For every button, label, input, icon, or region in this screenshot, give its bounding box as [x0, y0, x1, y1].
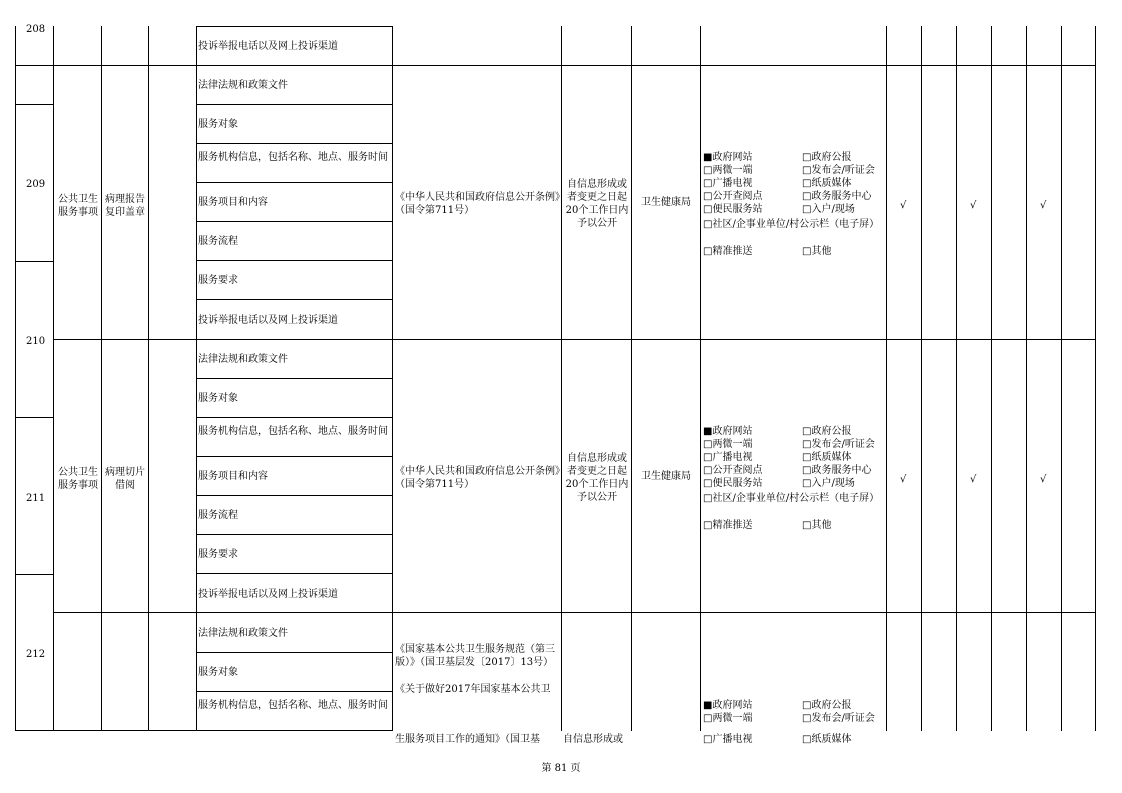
- channel-option: □发布会/听证会: [802, 165, 875, 176]
- channel-option: □发布会/听证会: [802, 713, 875, 724]
- disclosure-item: 服务对象: [198, 667, 238, 678]
- disclosure-item: 服务对象: [198, 119, 238, 130]
- channel-option: □公开查阅点: [703, 465, 763, 476]
- seq-number: 208: [26, 24, 46, 35]
- basis-cell: 《中华人民共和国政府信息公开条例》（国令第711号）: [395, 466, 560, 490]
- check-mark: √: [900, 200, 907, 211]
- time-limit-cell: 自信息形成或者变更之日起20个工作日内予以公开: [565, 453, 629, 503]
- channel-option: ■政府网站: [703, 426, 753, 437]
- channel-option: □社区/企事业单位/村公示栏（电子屏）: [703, 493, 880, 504]
- disclosure-item: 服务项目和内容: [198, 197, 268, 208]
- item-name-cell: 病理报告复印盖章: [105, 194, 145, 218]
- overflow-channel: □广播电视: [703, 734, 753, 745]
- channel-option: □精准推送: [703, 246, 753, 257]
- channel-option: ■政府网站: [703, 700, 753, 711]
- check-mark: √: [900, 474, 907, 485]
- channel-option: □入户/现场: [802, 478, 855, 489]
- basis-cell: 《关于做好2017年国家基本公共卫: [395, 684, 551, 695]
- channel-option: □便民服务站: [703, 204, 763, 215]
- channel-option: □广播电视: [703, 452, 753, 463]
- disclosure-item: 投诉举报电话以及网上投诉渠道: [198, 589, 338, 600]
- seq-number: 212: [26, 649, 46, 660]
- channel-option: □政府公报: [802, 152, 852, 163]
- item-name-cell: 病理切片借阅: [105, 467, 145, 491]
- channel-option: □政务服务中心: [802, 465, 872, 476]
- disclosure-item: 服务对象: [198, 393, 238, 404]
- channel-option: □便民服务站: [703, 478, 763, 489]
- channel-option: □公开查阅点: [703, 191, 763, 202]
- basis-cell: 《国家基本公共卫生服务规范（第三版）》（国卫基层发〔2017〕13号）: [395, 644, 555, 668]
- channel-option: □精准推送: [703, 520, 753, 531]
- check-mark: √: [970, 474, 977, 485]
- seq-number: 211: [26, 493, 46, 504]
- disclosure-item: 服务要求: [198, 275, 238, 286]
- disclosure-item: 服务机构信息，包括名称、地点、服务时间: [198, 152, 388, 163]
- time-limit-cell: 自信息形成或者变更之日起20个工作日内予以公开: [565, 179, 629, 229]
- seq-number: 210: [26, 336, 46, 347]
- disclosure-item: 服务项目和内容: [198, 471, 268, 482]
- check-mark: √: [970, 200, 977, 211]
- basis-cell: 《中华人民共和国政府信息公开条例》（国令第711号）: [395, 192, 560, 216]
- page-number: 第 81 页: [541, 763, 581, 774]
- disclosure-item: 服务流程: [198, 510, 238, 521]
- disclosure-item: 服务机构信息，包括名称、地点、服务时间: [198, 426, 388, 437]
- channel-option: □其他: [802, 520, 832, 531]
- check-mark: √: [1040, 474, 1047, 485]
- category-cell: 公共卫生服务事项: [58, 194, 98, 218]
- channel-option: □广播电视: [703, 178, 753, 189]
- disclosure-item: 服务流程: [198, 236, 238, 247]
- disclosure-item: 服务要求: [198, 549, 238, 560]
- overflow-time-limit: 自信息形成或: [563, 734, 623, 745]
- channel-option: □两微一端: [703, 439, 753, 450]
- channel-option: □其他: [802, 246, 832, 257]
- disclosure-item: 服务机构信息，包括名称、地点、服务时间: [198, 700, 388, 711]
- category-cell: 公共卫生服务事项: [58, 467, 98, 491]
- channel-option: □政府公报: [802, 700, 852, 711]
- overflow-channel: □纸质媒体: [802, 734, 852, 745]
- subject-cell: 卫生健康局: [641, 197, 691, 208]
- channel-option: □发布会/听证会: [802, 439, 875, 450]
- subject-cell: 卫生健康局: [641, 471, 691, 482]
- channel-option: □政府公报: [802, 426, 852, 437]
- channel-option: □入户/现场: [802, 204, 855, 215]
- disclosure-item: 法律法规和政策文件: [198, 354, 288, 365]
- disclosure-item: 法律法规和政策文件: [198, 628, 288, 639]
- channel-option: ■政府网站: [703, 152, 753, 163]
- check-mark: √: [1040, 200, 1047, 211]
- overflow-basis: 生服务项目工作的通知》（国卫基: [395, 734, 540, 745]
- disclosure-item: 投诉举报电话以及网上投诉渠道: [198, 41, 338, 52]
- channel-option: □两微一端: [703, 165, 753, 176]
- channel-option: □纸质媒体: [802, 452, 852, 463]
- seq-number: 209: [26, 179, 46, 190]
- channel-option: □两微一端: [703, 713, 753, 724]
- channel-option: □社区/企事业单位/村公示栏（电子屏）: [703, 219, 880, 230]
- channel-option: □政务服务中心: [802, 191, 872, 202]
- disclosure-item: 投诉举报电话以及网上投诉渠道: [198, 315, 338, 326]
- channel-option: □纸质媒体: [802, 178, 852, 189]
- disclosure-item: 法律法规和政策文件: [198, 80, 288, 91]
